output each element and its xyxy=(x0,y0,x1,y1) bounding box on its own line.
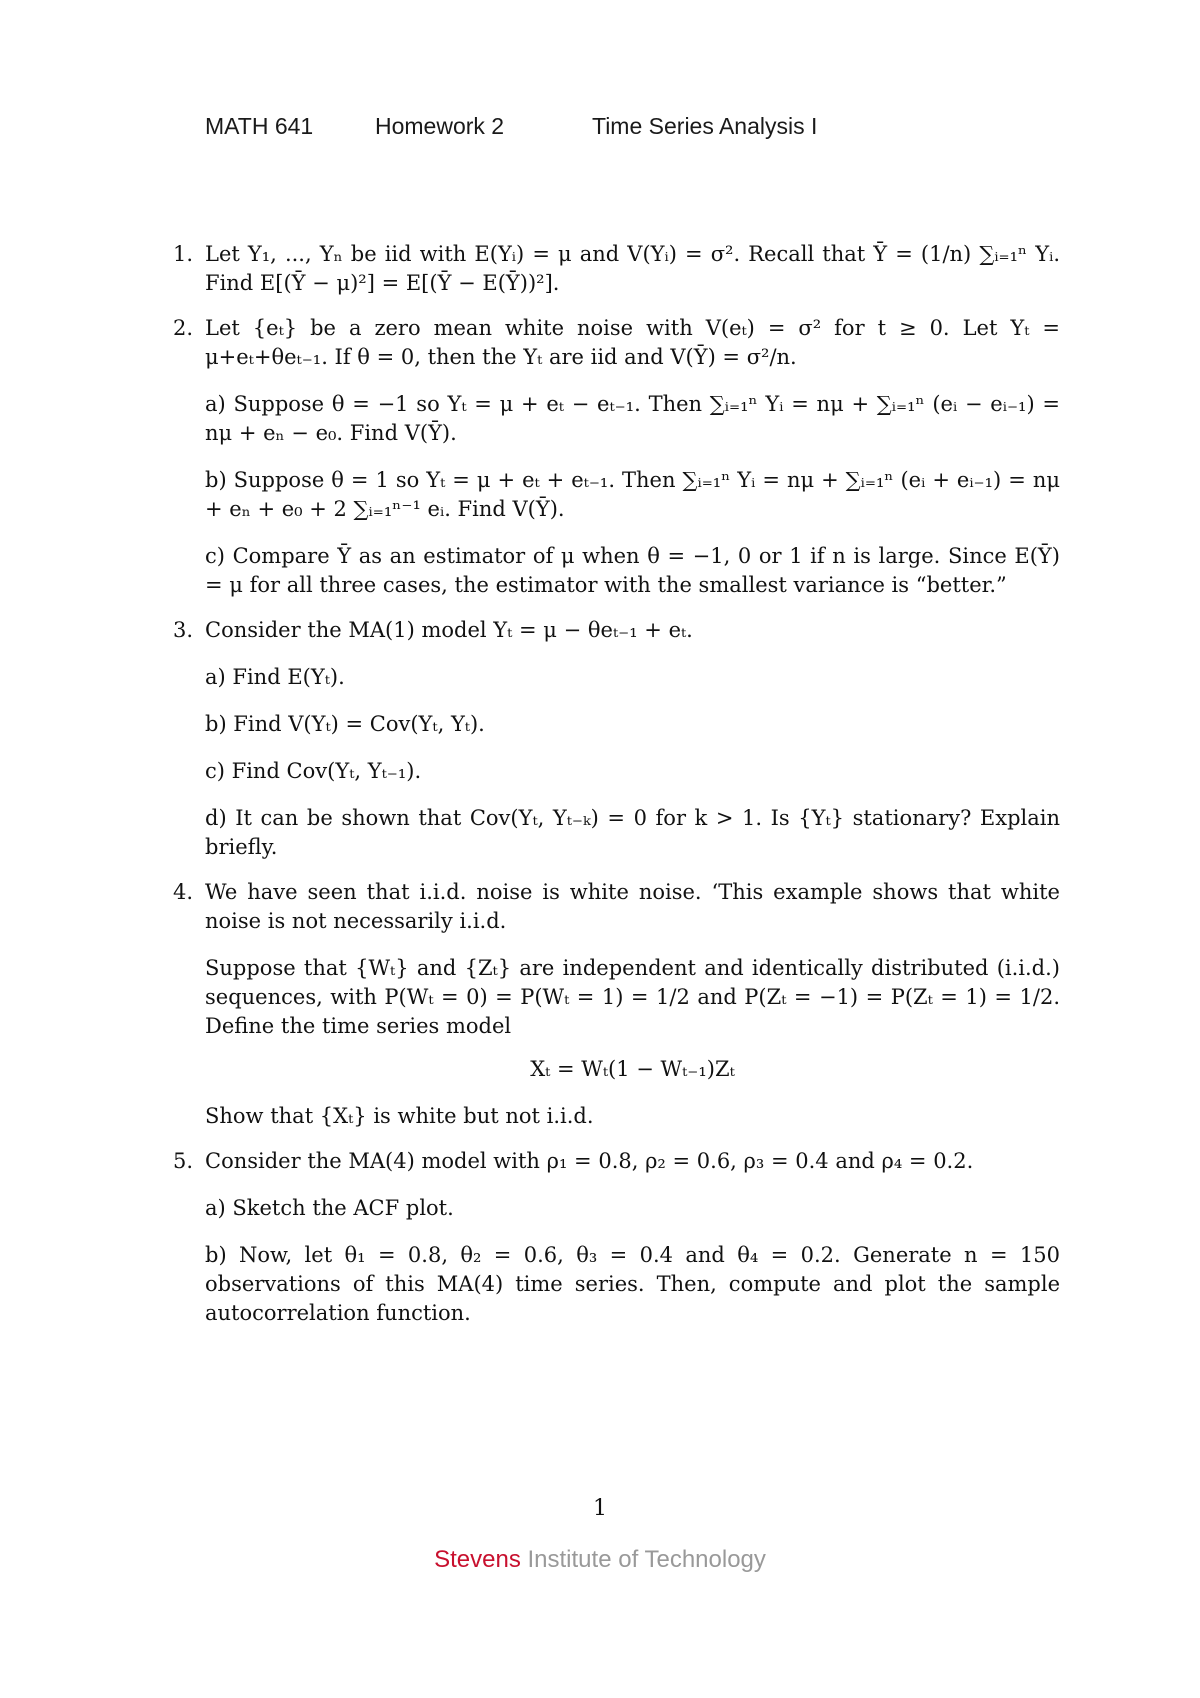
problem-4 xyxy=(173,878,1060,1131)
part-a: a) Suppose θ = −1 so Yₜ = μ + eₜ − eₜ₋₁. Then ∑ᵢ₌₁ⁿ Yᵢ = nμ + ∑ᵢ₌₁ⁿ (eᵢ − eᵢ₋₁) = nμ + eₙ − e₀. Find V(Ȳ). xyxy=(205,392,1060,445)
document-header xyxy=(205,113,1005,147)
problem-text: Let {eₜ} be a zero mean white noise with V(eₜ) = σ² for t ≥ 0. Let Yₜ = μ+eₜ+θeₜ₋₁. If θ = 0, then the Yₜ are iid and V(Ȳ) = σ²/n. xyxy=(205,316,1060,369)
problem-text: Let Y₁, ..., Yₙ be iid with E(Yᵢ) = μ and V(Yᵢ) = σ². Recall that Ȳ = (1/n) ∑ᵢ₌₁ⁿ Yᵢ. Find E[(Ȳ − μ)²] = E[(Ȳ − E(Ȳ))²]. xyxy=(205,242,1060,295)
problem-number: 4. xyxy=(173,880,194,904)
problem-text: Consider the MA(4) model with ρ₁ = 0.8, ρ₂ = 0.6, ρ₃ = 0.4 and ρ₄ = 0.2. xyxy=(205,1149,974,1173)
institution-footer xyxy=(0,1546,1200,1574)
problem-task: Show that {Xₜ} is white but not i.i.d. xyxy=(205,1104,594,1128)
problem-text: Consider the MA(1) model Yₜ = μ − θeₜ₋₁ + eₜ. xyxy=(205,618,693,642)
problem-setup: Suppose that {Wₜ} and {Zₜ} are independent and identically distributed (i.i.d.) sequences, with P(Wₜ = 0) = P(Wₜ = 1) = 1/2 and P(Zₜ = −1) = P(Zₜ = 1) = 1/2. Define the time series model xyxy=(205,956,1060,1038)
problem-1 xyxy=(173,240,1060,298)
page-number: 1 xyxy=(593,1496,607,1521)
part-b: b) Suppose θ = 1 so Yₜ = μ + eₜ + eₜ₋₁. Then ∑ᵢ₌₁ⁿ Yᵢ = nμ + ∑ᵢ₌₁ⁿ (eᵢ + eᵢ₋₁) = nμ + eₙ + e₀ + 2 ∑ᵢ₌₁ⁿ⁻¹ eᵢ. Find V(Ȳ). xyxy=(205,468,1060,521)
course-code: MATH 641 xyxy=(205,113,314,139)
part-b: b) Find V(Yₜ) = Cov(Yₜ, Yₜ). xyxy=(205,712,485,736)
problem-number: 3. xyxy=(173,618,194,642)
problem-5 xyxy=(173,1147,1060,1328)
model-equation: Xₜ = Wₜ(1 − Wₜ₋₁)Zₜ xyxy=(530,1057,735,1081)
part-a: a) Find E(Yₜ). xyxy=(205,665,345,689)
problem-number: 2. xyxy=(173,316,194,340)
problem-2 xyxy=(173,314,1060,600)
course-title: Time Series Analysis I xyxy=(592,113,818,139)
part-a: a) Sketch the ACF plot. xyxy=(205,1196,454,1220)
part-c: c) Find Cov(Yₜ, Yₜ₋₁). xyxy=(205,759,422,783)
footer-institution: Institute of Technology xyxy=(527,1546,766,1573)
homework-label: Homework 2 xyxy=(375,113,505,139)
part-b: b) Now, let θ₁ = 0.8, θ₂ = 0.6, θ₃ = 0.4 and θ₄ = 0.2. Generate n = 150 observations of this MA(4) time series. Then, compute and plot the sample autocorrelation function. xyxy=(205,1243,1060,1325)
problem-number: 5. xyxy=(173,1149,194,1173)
footer-brand: Stevens xyxy=(434,1546,521,1573)
problem-3 xyxy=(173,616,1060,862)
problem-number: 1. xyxy=(173,242,194,266)
problem-text: We have seen that i.i.d. noise is white noise. ‘This example shows that white noise is not necessarily i.i.d. xyxy=(205,880,1060,933)
problem-list xyxy=(173,240,1060,1344)
part-d: d) It can be shown that Cov(Yₜ, Yₜ₋ₖ) = 0 for k > 1. Is {Yₜ} stationary? Explain briefly. xyxy=(205,806,1060,859)
part-c: c) Compare Ȳ as an estimator of μ when θ = −1, 0 or 1 if n is large. Since E(Ȳ) = μ for all three cases, the estimator with the smallest variance is “better.” xyxy=(205,544,1060,597)
